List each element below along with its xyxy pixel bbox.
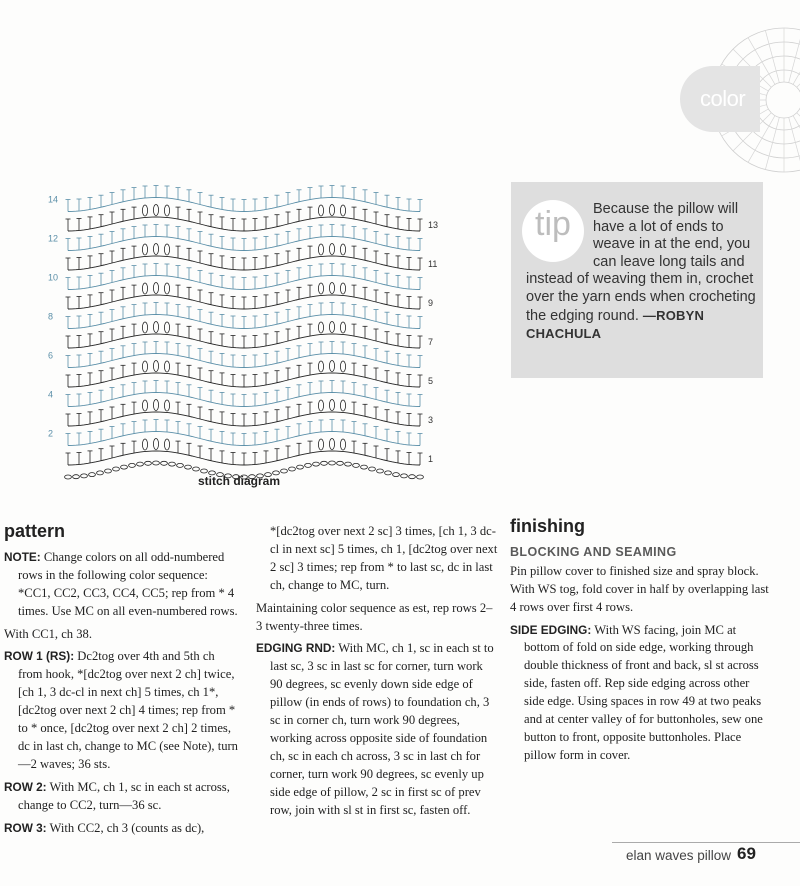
row-number-left: 4 (48, 389, 54, 400)
maintain-text: Maintaining color sequence as est, rep rows 2–3 twenty-three times. (256, 600, 493, 633)
row-number-right: 13 (428, 220, 439, 230)
chain-stitch (385, 471, 392, 475)
chain-stitch (129, 463, 136, 467)
note-label: NOTE: (4, 549, 41, 564)
chain-stitch (73, 475, 80, 479)
chain-stitch (169, 462, 176, 466)
chain-stitch (313, 462, 320, 466)
chain-stitch (65, 475, 72, 479)
row3-paragraph (4, 820, 240, 838)
chain-stitch (153, 461, 160, 465)
blocking-text: Pin pillow cover to finished size and spray block. With WS tog, fold cover in half by overlapping last 4 rows over first 4 rows. (510, 563, 769, 614)
side-edging-label: SIDE EDGING: (510, 622, 592, 637)
chain-stitch (345, 462, 352, 466)
chain-stitch (353, 463, 360, 467)
chain-stitch (361, 465, 368, 469)
page-number: 69 (737, 844, 756, 863)
chain-stitch (97, 471, 104, 475)
chain-stitch (401, 474, 408, 478)
row-number-right: 11 (428, 259, 438, 269)
chain-stitch (193, 467, 200, 471)
diagram-caption: stitch diagram (198, 474, 281, 488)
edging-label: EDGING RND: (256, 641, 336, 656)
tip-text-block (526, 201, 758, 344)
chain-stitch (305, 463, 312, 467)
chain-stitch (201, 469, 208, 473)
row-number-right: 3 (428, 415, 434, 425)
chain-stitch (121, 465, 128, 469)
chain-stitch (409, 475, 416, 479)
chain-stitch (329, 461, 336, 465)
tip-author: —ROBYN CHACHULA (526, 307, 705, 342)
cast-on-text: With CC1, ch 38. (4, 626, 92, 641)
finishing-heading: finishing (510, 516, 585, 536)
chain-stitch (81, 474, 88, 478)
chain-stitch (289, 467, 296, 471)
row2-paragraph (4, 779, 240, 815)
row-number-right: 9 (428, 298, 434, 308)
pattern-column-1 (4, 523, 240, 843)
row1-paragraph (4, 648, 240, 773)
chain-stitch (177, 463, 184, 467)
chain-stitch (297, 465, 304, 469)
chain-stitch (105, 469, 112, 473)
chain-stitch (89, 473, 96, 477)
pattern-heading: pattern (4, 521, 66, 541)
finishing-column (510, 518, 772, 770)
note-paragraph (4, 549, 240, 621)
row1-text: Dc2tog over 4th and 5th ch from hook, *[dc2tog over next 2 ch] twice, [ch 1, 3 dc-cl in next ch] 5 times, ch 1*, [dc2tog over next 2 ch] 4 times; rep from * to * once, [dc2tog over next 2 ch] 2 times, dc in last ch, change to MC (see Note), turn—2 waves; 36 sts. (18, 649, 238, 771)
chain-stitch (369, 467, 376, 471)
row-number-right: 5 (428, 376, 434, 386)
row-number-left: 10 (48, 272, 59, 283)
footer-rule (612, 842, 800, 843)
pattern-column-2 (256, 523, 498, 825)
tip-badge-label: tip (535, 205, 571, 243)
row-number-right: 7 (428, 337, 434, 347)
row1-label: ROW 1 (RS): (4, 649, 75, 664)
chain-stitch (113, 467, 120, 471)
chain-stitch (393, 473, 400, 477)
chain-stitch (321, 461, 328, 465)
stitch-diagram (40, 140, 460, 480)
chain-stitch (281, 469, 288, 473)
row2-label: ROW 2: (4, 779, 47, 794)
blocking-subheading: BLOCKING AND SEAMING (510, 544, 677, 559)
row-number-left: 6 (48, 350, 54, 361)
row2-text: With MC, ch 1, sc in each st across, change to CC2, turn—36 sc. (18, 779, 230, 812)
footer-title: elan waves pillow (626, 848, 732, 863)
row3-label: ROW 3: (4, 820, 47, 835)
edging-paragraph (256, 640, 498, 819)
row-number-left: 2 (48, 428, 54, 439)
row-number-left: 8 (48, 311, 54, 322)
side-edging-text: With WS facing, join MC at bottom of fold on side edge, working through double thickness of front and back, sl st across side, fasten off. Rep side edging across other side edge. Using spaces in row 49 at two peaks and at center valley of for buttonholes, sew one button to front, opposite buttonholes. Place pillow form in cover. (524, 622, 763, 762)
row-number-left: 14 (48, 194, 59, 205)
chain-stitch (377, 469, 384, 473)
tip-text: Because the pillow will have a lot of ends to weave in at the end, you can leave long tails and instead of weaving them in, crochet over the yarn ends when crocheting the edging round. (526, 201, 756, 324)
row-number-left: 12 (48, 233, 59, 244)
note-text: Change colors on all odd-numbered rows in the following color sequence: *CC1, CC2, CC3, CC4, CC5; rep from * 4 times. Use MC on all even-numbered rows. (18, 549, 238, 618)
chain-stitch (137, 462, 144, 466)
chain-stitch (161, 461, 168, 465)
chain-stitch (417, 475, 424, 479)
chain-stitch (185, 465, 192, 469)
chain-stitch (337, 461, 344, 465)
side-edging-paragraph (510, 622, 772, 765)
section-tab-label: color (700, 86, 746, 111)
diagram-row-14 (66, 186, 423, 212)
edging-text: With MC, ch 1, sc in each st to last sc, 3 sc in last sc for corner, turn work 90 degrees, sc evenly down side edge of pillow (in ends of rows) to foundation ch, 3 sc in corner ch, turn work 90 degrees, working across opposite side of foundation ch, sc in each ch across, 3 sc in last ch for corner, turn work 90 degrees, sc evenly up side edge of pillow, 2 sc in first sc of prev row, join with sl st in first sc, fasten off. (270, 641, 494, 817)
row3-continued: *[dc2tog over next 2 sc] 3 times, [ch 1, 3 dc-cl in next sc] 5 times, ch 1, [dc2tog over next 2 sc] 3 times; rep from * to last sc, dc in last ch, change to MC, turn. (270, 524, 498, 592)
row-number-right: 1 (428, 454, 434, 464)
row3-text: With CC2, ch 3 (counts as dc), (49, 820, 205, 835)
chain-stitch (145, 461, 152, 465)
